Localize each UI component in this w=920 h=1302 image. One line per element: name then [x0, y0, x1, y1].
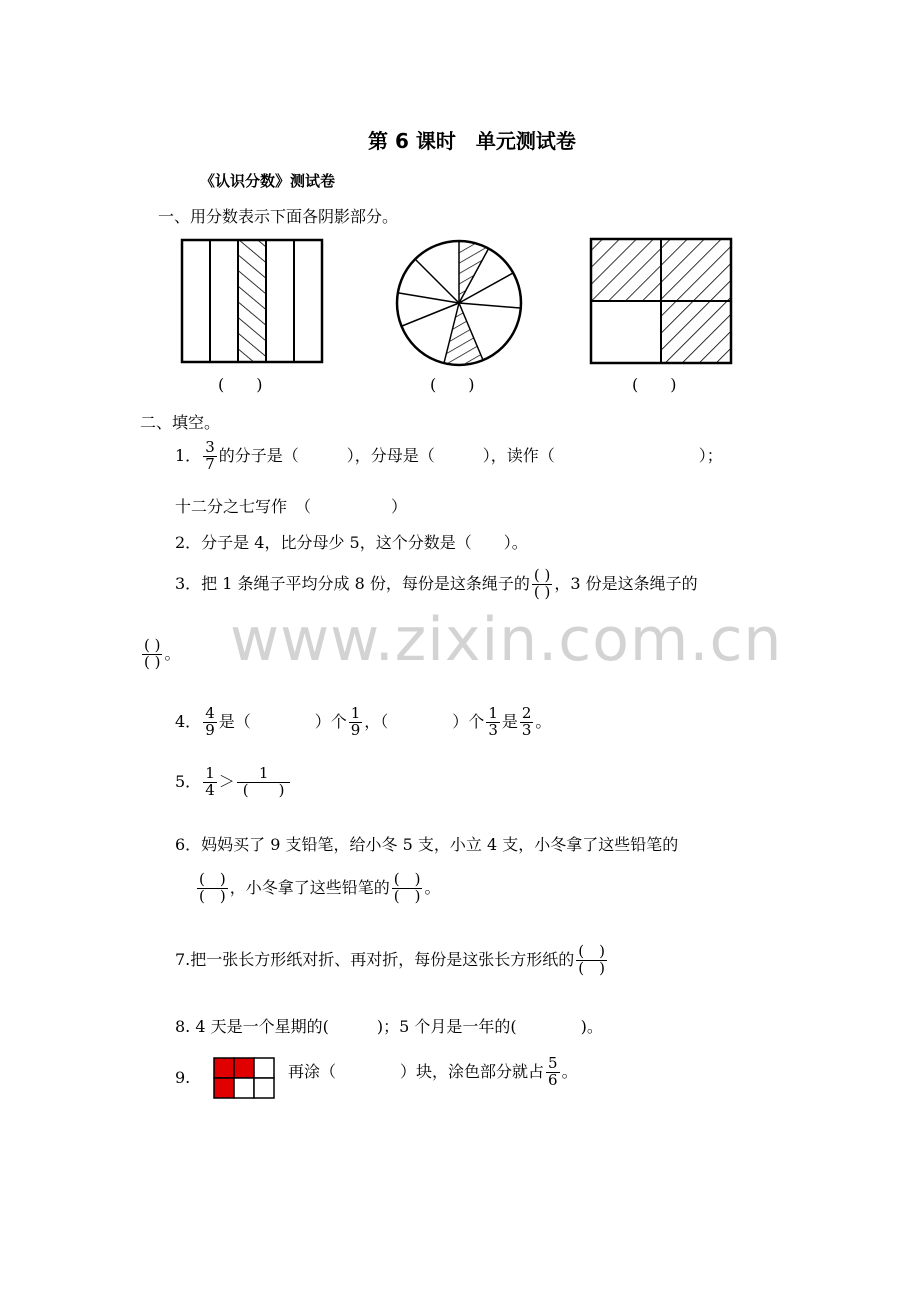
fraction-3-7: [203, 440, 217, 473]
question-9: [288, 1056, 578, 1089]
fraction-numerator: 1: [488, 704, 498, 722]
fraction-5-6: [546, 1056, 560, 1089]
question-5: [175, 766, 292, 799]
question-4-text-3: 是: [501, 711, 518, 731]
fraction-1-4: [203, 766, 217, 799]
fraction-numerator-blank[interactable]: ( ): [199, 870, 226, 888]
question-2: 2．分子是 4，比分母少 5，这个分数是（ ）。: [175, 533, 528, 552]
grid-cell: [234, 1078, 254, 1098]
fraction-1-3: [486, 706, 500, 739]
fraction-numerator: 4: [205, 704, 215, 722]
fraction-denominator: 4: [205, 780, 215, 799]
section1-heading: 一、用分数表示下面各阴影部分。: [158, 207, 399, 226]
fraction-numerator: 1: [350, 704, 361, 722]
question-1-line-2: 十二分之七写作 （ ）: [175, 497, 408, 516]
question-9-text-2: 。: [561, 1061, 578, 1081]
grid-rectangle-figure: [588, 236, 736, 366]
question-7-text: 7.把一张长方形纸对折、再对折，每份是这张长方形纸的: [175, 949, 575, 969]
question-4-text-2: ，（ ）个: [364, 711, 485, 731]
fraction-numerator: 3: [205, 438, 215, 456]
question-5-number: 5．: [175, 771, 202, 791]
question-6-line-2: [195, 872, 440, 905]
striped-rectangle-figure: [180, 238, 326, 366]
blank-fraction[interactable]: [532, 568, 552, 601]
question-3-text-3: 。: [164, 643, 181, 663]
question-7: [175, 944, 609, 977]
fraction-numerator-blank[interactable]: ( ): [533, 566, 551, 584]
fraction-denominator: 9: [350, 720, 361, 739]
watermark: www.zixin.com.cn: [230, 605, 783, 675]
fraction-1-9: [349, 706, 363, 739]
question-6-text-3: 。: [424, 877, 441, 897]
fraction-denominator-blank[interactable]: ( ): [578, 958, 605, 977]
question-8: 8. 4 天是一个星期的( )；5 个月是一年的( )。: [175, 1017, 603, 1036]
question-3-text-2: ，3 份是这条绳子的: [554, 573, 698, 593]
fraction-denominator-blank[interactable]: ( ): [393, 886, 421, 905]
blank-fraction[interactable]: [237, 766, 291, 799]
fraction-numerator-blank[interactable]: ( ): [144, 636, 161, 654]
question-3: [175, 568, 698, 601]
grid-cell: [214, 1058, 234, 1078]
fraction-numerator: 2: [521, 704, 532, 722]
fraction-denominator: 3: [488, 720, 498, 739]
grid-cell: [234, 1058, 254, 1078]
fraction-denominator-blank[interactable]: ( ): [237, 782, 291, 799]
fraction-denominator: 7: [205, 454, 215, 473]
grid-cell: [214, 1078, 234, 1098]
color-grid-figure: [212, 1056, 276, 1100]
answer-blank-2[interactable]: ( ): [430, 375, 475, 394]
grid-cell: [254, 1058, 274, 1078]
fraction-numerator-blank[interactable]: ( ): [578, 942, 605, 960]
fraction-4-9: [203, 706, 217, 739]
question-3-line-2: [140, 638, 181, 671]
fraction-numerator-blank[interactable]: ( ): [393, 870, 421, 888]
question-1: [175, 440, 723, 473]
fraction-numerator: 1: [258, 764, 269, 782]
question-1-text: 的分子是（ ），分母是（ ），读作（ ）；: [218, 445, 723, 465]
blank-fraction[interactable]: [197, 872, 228, 905]
question-4-number: 4．: [175, 711, 202, 731]
divided-circle-figure: [394, 238, 524, 368]
fraction-numerator: 5: [548, 1054, 558, 1072]
fraction-numerator: 1: [205, 764, 215, 782]
fraction-denominator: 6: [548, 1070, 558, 1089]
question-9-text-1: 再涂（ ）块，涂色部分就占: [288, 1061, 545, 1081]
question-4-text-1: 是（ ）个: [218, 711, 347, 731]
page-subtitle: 《认识分数》测试卷: [200, 172, 336, 190]
fraction-denominator: 9: [205, 720, 215, 739]
question-3-text-1: 3．把 1 条绳子平均分成 8 份，每份是这条绳子的: [175, 573, 530, 593]
page-title: 第 6 课时 单元测试卷: [368, 129, 576, 153]
answer-blank-3[interactable]: ( ): [632, 375, 677, 394]
fraction-denominator: 3: [521, 720, 532, 739]
grid-cell: [254, 1078, 274, 1098]
fraction-denominator-blank[interactable]: ( ): [199, 886, 226, 905]
question-4: [175, 706, 551, 739]
fraction-denominator-blank[interactable]: ( ): [533, 582, 551, 601]
question-9-number: 9.: [175, 1068, 191, 1087]
blank-fraction[interactable]: [142, 638, 162, 671]
answer-blank-1[interactable]: ( ): [218, 375, 263, 394]
fraction-denominator-blank[interactable]: ( ): [144, 652, 161, 671]
greater-than-sign: ＞: [218, 771, 235, 791]
question-6: 6．妈妈买了 9 支铅笔，给小冬 5 支，小立 4 支，小冬拿了这些铅笔的: [175, 835, 679, 854]
fraction-2-3: [520, 706, 534, 739]
blank-fraction[interactable]: [576, 944, 607, 977]
question-1-number: 1．: [175, 445, 202, 465]
question-6-text-2: ，小冬拿了这些铅笔的: [229, 877, 390, 897]
section2-heading: 二、填空。: [140, 413, 221, 432]
question-4-text-4: 。: [535, 711, 552, 731]
blank-fraction[interactable]: [392, 872, 423, 905]
